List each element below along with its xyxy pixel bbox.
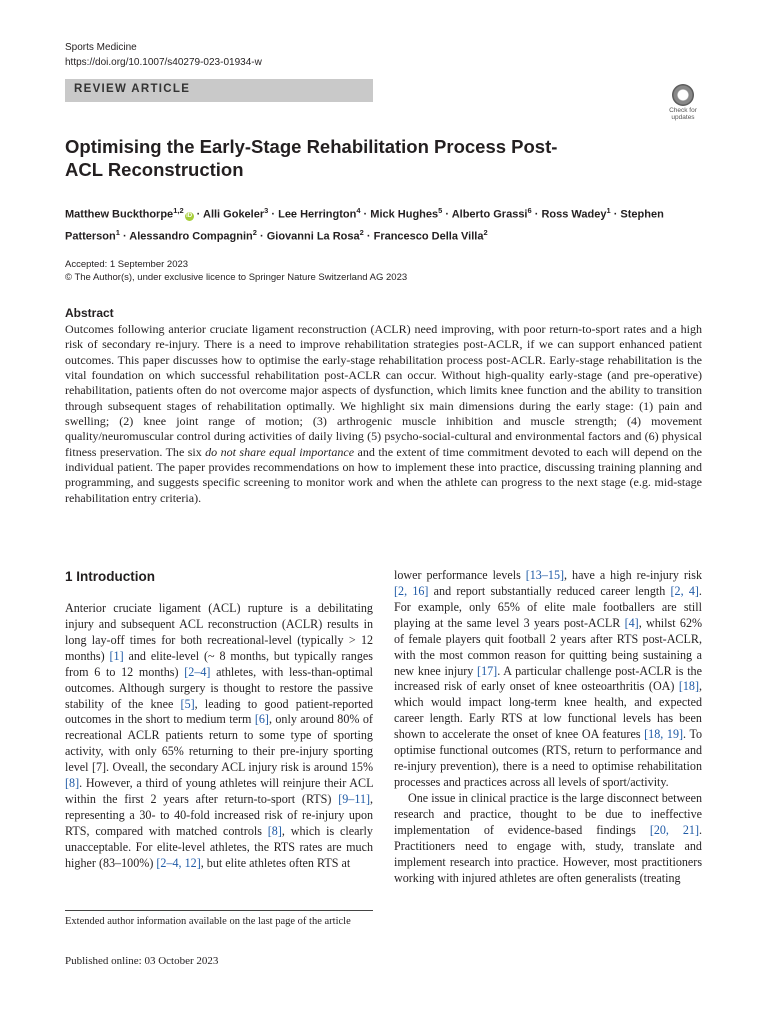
author-name[interactable]: Stephen Patterson <box>65 208 664 243</box>
author-affiliation: 5 <box>438 206 443 215</box>
abstract-emphasis: do not share equal importance <box>205 444 355 459</box>
author-name[interactable]: Mick Hughes <box>370 208 439 221</box>
author-name[interactable]: Giovanni La Rosa <box>266 230 360 243</box>
body-column-right <box>394 568 702 886</box>
author-affiliation: 3 <box>264 206 269 215</box>
author-affiliation: 1 <box>115 227 120 237</box>
author-name[interactable]: Francesco Della Villa <box>373 230 484 243</box>
check-updates-icon <box>672 84 694 106</box>
orcid-icon[interactable]: iD <box>186 212 193 219</box>
citation-link[interactable]: [8] <box>267 823 282 838</box>
author-affiliation: 2 <box>252 227 257 237</box>
author-affiliation: 6 <box>527 206 532 215</box>
copyright-notice: © The Author(s), under exclusive licence to Springer Nature Switzerland AG 2023 <box>65 272 408 283</box>
author-affiliation: 4 <box>356 206 361 215</box>
citation-link[interactable]: [6] <box>254 712 269 727</box>
author-list: Matthew Buckthorpe$^{1,2}$iD · Alli Gokeler$^3$ · Lee Herrington$^4$ · Mick Hughes$^5$ · Alberto Grassi$^6$ · Ross Wadey$^1$ · Stephen Patterson$^1$ · Alessandro Compagnin$^2$ · Giovanni La Rosa$^2$ · Francesco Della Villa$^2$ <box>65 206 664 243</box>
citation-link[interactable]: [2–4, 12] <box>156 855 201 870</box>
article-type-banner <box>65 79 373 102</box>
body-paragraph: Anterior cruciate ligament (ACL) rupture is a debilitating injury and subsequent ACL reconstruction (ACLR) results in long lay-off times for both recreational-level (typically > 12 months) [1] and elite-level (~ 8 months, but typically ranges from 6 to 12 months) [2–4] athletes, with less-than-optimal outcomes. Although surgery is thought to restore the passive stability of the knee [5], leading to good patient-reported outcomes in the short to medium term [6], only around 80% of recreational ACLR patients return to some type of sporting activity, with only 65% returning to their pre-injury sporting level [7]. Oveall, the secondary ACL injury risk is around 15% [8]. However, a third of young athletes will reinjure their ACL within the first 2 years after return-to-sport (RTS) [9–11], representing a 30- to 40-fold increased risk of re-injury upon RTS, compared with matched controls [8], which is clearly unacceptable. For elite-level athletes, the RTS rates are much higher (83–100%) [2–4, 12], but elite athletes often RTS at <box>65 601 374 870</box>
author-name[interactable]: Lee Herrington <box>278 208 357 221</box>
body-column-left <box>65 601 373 872</box>
abstract-text-part: Outcomes following anterior cruciate ligament reconstruction (ACLR) need improving, with poor return-to-sport rates and a high risk of secondary re-injury. There is a need to improve rehabilitation strategies post-ACLR, if we can support enhanced patient outcomes. This paper discusses how to optimise the early-stage rehabilitation process post-ACLR. Early-stage rehabilitation is the vital foundation on which successful rehabilitation post-ACLR can occur. Without high-quality early-stage (and pre-operative) rehabilitation, patients often do not overcome major aspects of dysfunction, which limits knee function and the ability to transition through subsequent stages of rehabilitation optimally. We highlight six main dimensions during the early stage: (1) pain and swelling; (2) knee joint range of motion; (3) arthrogenic muscle inhibition and muscle strength; (4) movement quality/neuromuscular control during activities of daily living (5) psycho-social-cultural and environmental factors and (6) physical fitness preservation. The six <box>65 322 702 459</box>
footnote: Extended author information available on the last page of the article <box>65 916 351 927</box>
citation-link[interactable]: [2, 16] <box>394 583 429 598</box>
body-paragraph: One issue in clinical practice is the large disconnect between research and practice, thought to be due to ineffective implementation of evidence-based findings [20, 21]. Practitioners need to engage with, study, translate and implement research into practice. However, most practitioners working with injured athletes are often generalists (treating <box>394 790 702 885</box>
author-name[interactable]: Ross Wadey <box>541 208 607 221</box>
abstract-text <box>65 322 702 506</box>
citation-link[interactable]: [4] <box>624 615 639 630</box>
author-affiliation: 1,2 <box>173 206 184 215</box>
journal-name: Sports Medicine <box>65 42 137 53</box>
author-name[interactable]: Alberto Grassi <box>451 208 528 221</box>
doi-link[interactable]: https://doi.org/10.1007/s40279-023-01934-w <box>65 57 262 68</box>
check-for-updates-button[interactable] <box>664 84 702 124</box>
citation-link[interactable]: [5] <box>180 696 195 711</box>
check-updates-label: Check for updates <box>669 107 697 121</box>
author-affiliation: 2 <box>483 227 488 237</box>
citation-link[interactable]: [13–15] <box>525 568 565 582</box>
author-name[interactable]: Alessandro Compagnin <box>129 230 253 243</box>
citation-link[interactable]: [8] <box>65 776 80 791</box>
abstract-heading: Abstract <box>65 306 114 320</box>
published-date: Published online: 03 October 2023 <box>65 955 219 967</box>
author-affiliation: 2 <box>359 227 364 237</box>
article-title: Optimising the Early-Stage Rehabilitation Process Post-ACL Reconstruction <box>65 136 558 180</box>
accepted-date: Accepted: 1 September 2023 <box>65 259 189 270</box>
citation-link[interactable]: [18, 19] <box>644 727 684 742</box>
citation-link[interactable]: [20, 21] <box>649 822 699 837</box>
introduction-heading: 1 Introduction <box>65 569 155 584</box>
author-name[interactable]: Alli Gokeler <box>203 208 265 221</box>
article-type-label: REVIEW ARTICLE <box>74 83 191 95</box>
citation-link[interactable]: [17] <box>477 663 498 678</box>
body-paragraph: lower performance levels [13–15], have a high re-injury risk [2, 16] and report substantially reduced career length [2, 4]. For example, only 65% of elite male footballers are still playing at the same level 3 years post-ACLR [4], whilst 62% of female players quit football 2 years after RTS post-ACLR, with the most common reason for quitting being sustaining a new knee injury [17]. A particular challenge post-ACLR is the increased risk of early onset of knee osteoarthritis (OA) [18], which would impact long-term knee health, and expected career length. Early RTS at low functional levels has been shown to accelerate the onset of knee OA features [18, 19]. To optimise functional outcomes (RTS, return to performance and re-injury prevention), there is a need to optimise rehabilitation processes and practices across all levels of sport/activity. <box>394 568 702 789</box>
citation-link[interactable]: [2–4] <box>184 664 211 679</box>
citation-link[interactable]: [2, 4] <box>670 583 699 598</box>
footnote-divider <box>65 910 373 911</box>
citation-link[interactable]: [9–11] <box>338 792 371 807</box>
abstract-text-part: and the extent of time commitment devoted to each will depend on the individual patient. The paper provides recommendations on how to implement these into practice, discussing training planning and programming, and suggests specific screening to monitor work and when the athlete can progress to the next stage (e.g. mid-stage rehabilitation entry criteria). <box>65 444 703 505</box>
author-name[interactable]: Matthew Buckthorpe <box>65 208 174 221</box>
author-affiliation: 1 <box>606 206 611 215</box>
citation-link[interactable]: [18] <box>678 679 700 694</box>
citation-link[interactable]: [1] <box>109 648 124 663</box>
